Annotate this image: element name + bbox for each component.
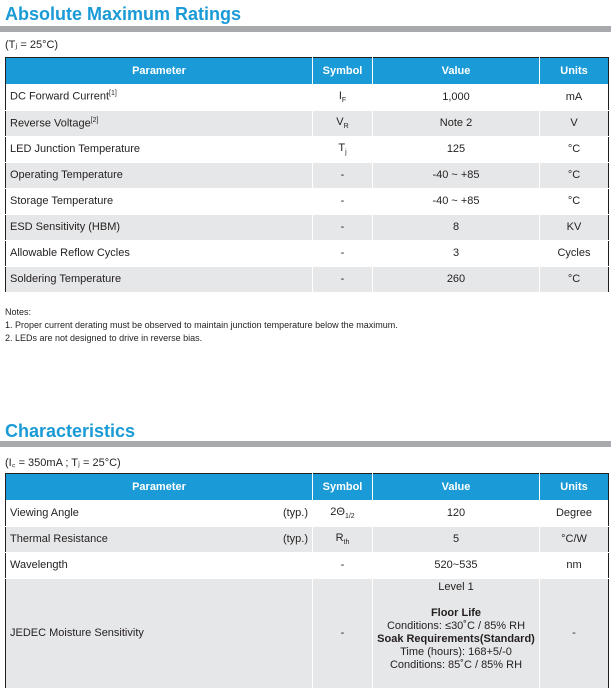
symbol-cell <box>313 188 373 214</box>
symbol-cell <box>313 240 373 266</box>
abs-max-rule <box>0 26 611 32</box>
jedec-floor-title: Floor Life <box>430 606 482 619</box>
param-cell <box>6 214 313 240</box>
value-cell: 125 <box>373 136 540 162</box>
symbol-text: - <box>340 273 345 285</box>
table-row <box>6 266 609 292</box>
jedec-soak-time: Time (hours): 168+5/-0 <box>400 645 512 658</box>
characteristics-condition: (I꜀ = 350mA ; Tⱼ = 25°C) <box>5 457 121 469</box>
symbol-subscript: th <box>343 539 350 547</box>
abs-max-condition: (Tⱼ = 25°C) <box>5 39 59 51</box>
abs-max-table <box>5 57 609 293</box>
jedec-soak-cond: Conditions: 85˚C / 85% RH <box>389 658 523 671</box>
abs-max-title: Absolute Maximum Ratings <box>5 4 242 24</box>
value-cell: -40 ~ +85 <box>373 188 540 214</box>
note-item-1: 1. Proper current derating must be observed to maintain junction temperature below the maximum. <box>5 320 398 330</box>
param-cell <box>6 240 313 266</box>
notes-block <box>5 306 398 345</box>
header-symbol: Symbol <box>313 474 373 501</box>
units-cell: °C/W <box>540 526 609 552</box>
characteristics-rule <box>0 441 611 447</box>
table-row <box>6 162 609 188</box>
param-text: DC Forward Current <box>10 91 110 104</box>
param-text: ESD Sensitivity (HBM) <box>10 221 121 233</box>
param-cell <box>6 162 313 188</box>
symbol-text: V <box>336 115 344 128</box>
units-cell: nm <box>540 552 609 578</box>
param-cell <box>6 188 313 214</box>
units-cell: °C <box>540 136 609 162</box>
param-text: Viewing Angle <box>10 506 79 519</box>
param-text: Storage Temperature <box>10 195 114 207</box>
value-cell: 520~535 <box>373 552 540 578</box>
param-text: LED Junction Temperature <box>10 143 141 155</box>
symbol-cell <box>313 136 373 162</box>
units-cell: Cycles <box>540 240 609 266</box>
symbol-cell <box>313 214 373 240</box>
table-row <box>6 188 609 214</box>
value-cell: 260 <box>373 266 540 292</box>
header-parameter: Parameter <box>6 474 313 501</box>
symbol-text: - <box>340 169 345 181</box>
table-row <box>6 110 609 136</box>
characteristics-title: Characteristics <box>5 421 136 441</box>
table-row-jedec <box>6 578 609 688</box>
param-text: Wavelength <box>10 559 68 571</box>
table-row <box>6 500 609 526</box>
param-text: Allowable Reflow Cycles <box>10 247 130 259</box>
symbol-cell <box>313 84 373 110</box>
param-wrap <box>10 533 308 545</box>
units-cell: °C <box>540 162 609 188</box>
symbol-subscript: 1/2 <box>344 512 355 520</box>
param-cell <box>6 552 313 578</box>
param-text: Reverse Voltage <box>10 117 91 130</box>
param-text: Thermal Resistance <box>10 533 108 545</box>
symbol-cell <box>313 110 373 136</box>
param-wrap <box>10 559 308 571</box>
symbol-cell <box>313 162 373 188</box>
param-cell <box>6 84 313 110</box>
jedec-level: Level 1 <box>438 580 474 593</box>
symbol-text: 2Θ <box>330 505 345 518</box>
table-row <box>6 136 609 162</box>
units-cell: Degree <box>540 500 609 526</box>
symbol-text: - <box>340 221 345 233</box>
footnote-ref: [1] <box>109 90 117 98</box>
param-cell <box>6 526 313 552</box>
characteristics-table <box>5 473 609 689</box>
symbol-cell <box>313 552 373 578</box>
value-cell: 5 <box>373 526 540 552</box>
symbol-text: R <box>335 531 344 544</box>
symbol-text: I <box>338 89 342 102</box>
param-cell <box>6 110 313 136</box>
units-cell: mA <box>540 84 609 110</box>
param-wrap <box>10 507 308 519</box>
jedec-param: JEDEC Moisture Sensitivity <box>6 578 313 688</box>
units-cell: °C <box>540 266 609 292</box>
symbol-cell <box>313 500 373 526</box>
symbol-text: - <box>340 559 345 571</box>
value-cell: Note 2 <box>373 110 540 136</box>
table-row <box>6 84 609 110</box>
symbol-text: - <box>340 247 345 259</box>
table-row <box>6 214 609 240</box>
symbol-text: T <box>338 141 346 154</box>
value-cell: 8 <box>373 214 540 240</box>
header-parameter: Parameter <box>6 58 313 85</box>
header-value: Value <box>373 474 540 501</box>
header-value: Value <box>373 58 540 85</box>
header-units: Units <box>540 58 609 85</box>
header-units: Units <box>540 474 609 501</box>
header-symbol: Symbol <box>313 58 373 85</box>
symbol-text: - <box>340 195 345 207</box>
symbol-subscript: R <box>343 123 349 131</box>
footnote-ref: [2] <box>90 116 99 124</box>
symbol-subscript: F <box>341 96 347 104</box>
table-row <box>6 240 609 266</box>
param-text: Operating Temperature <box>10 169 123 181</box>
param-cell <box>6 500 313 526</box>
value-cell: 1,000 <box>373 84 540 110</box>
param-cell <box>6 266 313 292</box>
symbol-subscript: j <box>345 149 347 157</box>
param-cell <box>6 136 313 162</box>
units-cell: V <box>540 110 609 136</box>
value-cell: 3 <box>373 240 540 266</box>
param-qualifier: (typ.) <box>282 533 308 545</box>
table-row <box>6 526 609 552</box>
symbol-cell <box>313 526 373 552</box>
symbol-cell <box>313 266 373 292</box>
jedec-soak-title: Soak Requirements(Standard) <box>377 632 535 645</box>
jedec-units: - <box>540 578 609 688</box>
table-row <box>6 552 609 578</box>
units-cell: °C <box>540 188 609 214</box>
note-item-2: 2. LEDs are not designed to drive in reverse bias. <box>5 333 203 343</box>
param-qualifier: (typ.) <box>282 506 308 519</box>
notes-heading: Notes: <box>5 307 32 317</box>
jedec-symbol: - <box>313 578 373 688</box>
units-cell: KV <box>540 214 609 240</box>
jedec-value <box>373 578 540 688</box>
value-cell: 120 <box>373 500 540 526</box>
param-text: Soldering Temperature <box>10 273 122 285</box>
jedec-floor-cond: Conditions: ≤30˚C / 85% RH <box>386 619 526 632</box>
value-cell: -40 ~ +85 <box>373 162 540 188</box>
